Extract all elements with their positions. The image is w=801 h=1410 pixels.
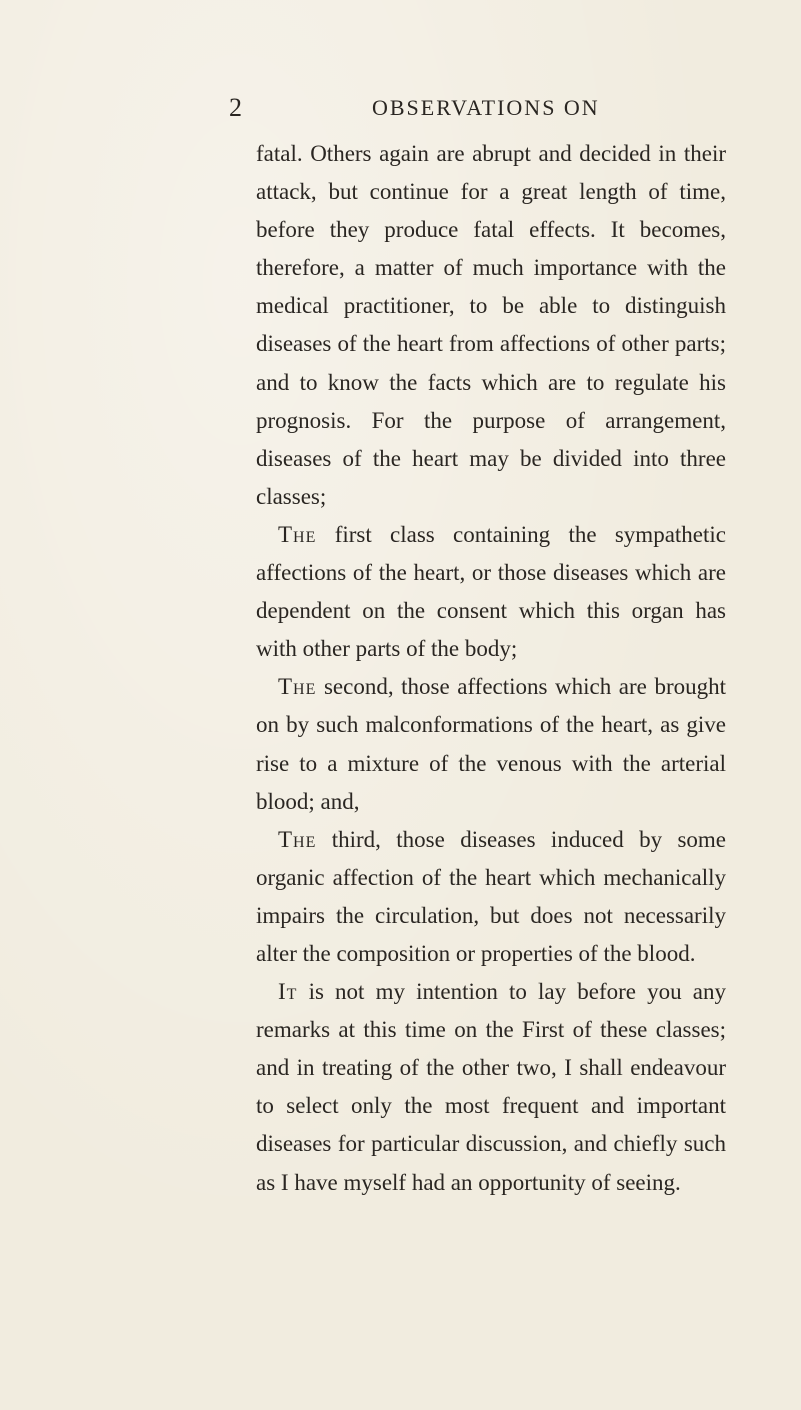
body-text (256, 135, 726, 1202)
paragraph-text: first class containing the sympathetic affections of the heart, or those diseases which are dependent on the consent which this organ has with other parts of the body; (256, 521, 726, 662)
paragraph-text: third, those diseases induced by some organic affection of the heart which mechanically impairs the circulation, but does not necessarily alter the composition or properties of the blood. (256, 826, 726, 966)
paragraph-second-class (256, 668, 726, 820)
paragraph-intention (256, 973, 726, 1202)
paragraph-text: is not my intention to lay before you any remarks at this time on the First of these classes; and in treating of the other two, I shall endeavour to select only the most frequent and important diseases for particular discussion, and chiefly such as I have myself had an opportunity of seeing. (256, 979, 726, 1195)
running-head (0, 92, 801, 124)
running-title: OBSERVATIONS ON (372, 95, 600, 120)
paragraph-third-class (256, 821, 726, 973)
paragraph-continuation (256, 135, 726, 516)
paragraph-lead: It (278, 979, 298, 1005)
paragraph-lead: The (278, 674, 317, 700)
paragraph-text: second, those affections which are brought on by such malconformations of the heart, as give rise to a mixture of the venous with the arterial blood; and, (256, 674, 726, 814)
paragraph-first-class (256, 516, 726, 668)
page-number: 2 (229, 93, 242, 122)
paragraph-text: fatal. Others again are abrupt and decided in their attack, but continue for a great length of time, before they produce fatal effects. It becomes, therefore, a matter of much importance with the medical practitioner, to be able to distinguish diseases of the heart from affections of other parts; and to know the facts which are to regulate his prognosis. For the purpose of arrangement, diseases of the heart may be divided into three classes; (256, 141, 726, 509)
paragraph-lead: The (278, 826, 317, 852)
paragraph-lead: The (278, 521, 317, 547)
